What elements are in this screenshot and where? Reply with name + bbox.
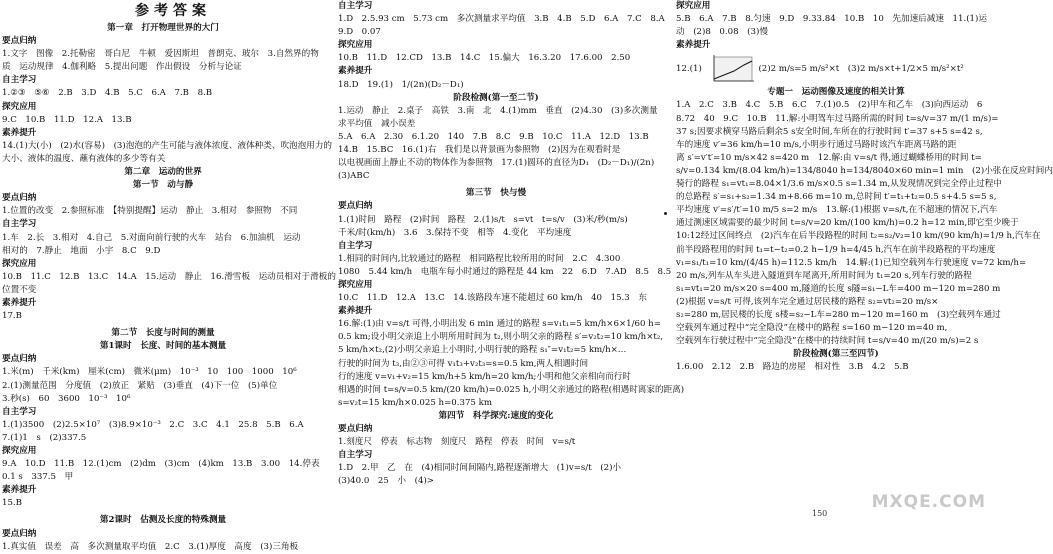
section-heading: 专题一 运动图像及速度的相关计算 bbox=[767, 87, 905, 98]
answer-column-2 bbox=[338, 0, 685, 518]
answer-line: 14.B 15.BC 16.(1)右 我们是以背景画为参照物 (2)因为在观看时是 bbox=[338, 145, 621, 156]
answer-line: 10.B 11.C 12.B 13.C 14.A 15.运动 静止 16.滑雪板 运动员相对于滑板的 bbox=[2, 271, 336, 282]
subsection-label: 自主学习 bbox=[338, 240, 373, 251]
answer-with-chart bbox=[676, 52, 996, 86]
answer-line: 1.真实值 误差 高 多次测量取平均值 2.C 3.(1)厚度 高度 (3)三角板 bbox=[2, 541, 299, 552]
answer-line: 1.运动 静止 2.桌子 高铁 3.南 北 4.(1)mm 垂直 (2)4.30 (3)多次测量 bbox=[338, 105, 658, 116]
page-title: 参考答案 bbox=[135, 3, 211, 19]
answer-column-3 bbox=[676, 0, 1053, 518]
section-heading: 阶段检测(第一至二节) bbox=[453, 92, 539, 103]
answer-line: 37 s;因要求横穿马路后剩余5 s安全时间,车所在的行驶时间 t′=37 s+5 s=42 s, bbox=[676, 126, 983, 137]
answer-line: 1.车 2.长 3.相对 4.自己 5.对面向前行驶的火车 站台 6.加油机 运动 bbox=[2, 232, 301, 243]
subsection-label: 自主学习 bbox=[2, 75, 37, 86]
answer-line: 通过测速区域需要的最少时间 t=s/v=20 km/(100 km/h)=0.2 h=12 min,即它至少晚于 bbox=[676, 218, 1019, 229]
answer-line: 14.(1)大(小) (2)水(容易) (3)泡泡的产生可能与液体浓度、液体种类、吹泡泡用力的 bbox=[2, 140, 333, 151]
answer-line: 0.1 s 337.5 甲 bbox=[2, 472, 74, 483]
answer-line: 质 运动规律 4.伽利略 5.提出问题 作出假设 分析与论证 bbox=[2, 62, 242, 73]
answer-column-1 bbox=[2, 0, 336, 552]
answer-line: 1080 5.44 km/h 电瓶车每小时通过的路程是 44 km 22 6.D 7.AD 8.5 8.5 bbox=[338, 266, 672, 277]
answer-line: 8.72 40 9.C 10.B 11.解:小明驾车过马路所需的时间 t=s/v=37 m/(1 m/s)= bbox=[676, 113, 999, 124]
subsection-label: 探究应用 bbox=[2, 258, 37, 269]
subsection-label: 素养提升 bbox=[2, 297, 37, 308]
answer-line: 离 s′=v′t′=10 m/s×42 s=420 m 12.解:由 v=s/t 得,通过蝴蝶桥用的时间 t= bbox=[676, 152, 982, 163]
answer-line: s/v=0.134 km/(8.04 km/h)=134/8040 h=134/8040×60 min=1 min (2)小张在反应时间内 bbox=[676, 165, 1053, 176]
answer-line: 1.位置的改变 2.参照标准 【特别提醒】运动 静止 3.相对 参照物 不同 bbox=[2, 206, 298, 217]
subsection-label: 自主学习 bbox=[338, 450, 373, 461]
chart-frame bbox=[714, 57, 752, 81]
answer-line: 空载列车通过程中“完全隐没”在楼中的路程 s=160 m−120 m=40 m, bbox=[676, 323, 948, 334]
answer-text: (2)2 m/s=5 m/s²×t (3)2 m/s×t+1/2×5 m/s²×t² bbox=[758, 63, 964, 74]
section-heading: 第一节 动与静 bbox=[132, 180, 194, 191]
answer-line: 9.A 10.D 11.B 12.(1)cm (2)dm (3)cm (4)km 13.B 3.00 14.停表 bbox=[2, 459, 320, 470]
answer-line: 相遇的时间 t=s/v=0.5 km/(20 km/h)=0.025 h,小明父亲通过的路程(相遇时离家的距离) bbox=[338, 384, 685, 395]
answer-line: 2.(1)测量范围 分度值 (2)放正 紧贴 (3)垂直 (4)下一位 (5)单位 bbox=[2, 380, 278, 391]
answer-line: s₂=280 m,居民楼的长度 s楼=s₂−L车=280 m−120 m=160 m (3)空载列车通过 bbox=[676, 309, 1001, 320]
answer-line: 1.D 2.甲 乙 在 (4)相同时间间隔内,路程逐渐增大 (1)v=s/t (2)小 bbox=[338, 463, 622, 474]
answer-line: 18.D 19.(1) 1/(2n)(D₂－D₁) bbox=[338, 79, 464, 90]
subsection-label: 探究应用 bbox=[2, 446, 37, 456]
answer-line: (2)根据 v=s/t 可得,该列车完全通过居民楼的路程 s₂=vt₂=20 m/s× bbox=[676, 296, 939, 307]
section-heading: 第三节 快与慢 bbox=[465, 188, 527, 199]
answer-line: 大小、液体的温度、蘸有液体的多少等有关 bbox=[2, 153, 166, 164]
section-heading: 第2课时 估测及长度的特殊测量 bbox=[99, 515, 227, 526]
answer-line: 以电视画面上静止不动的物体作为参照物 17.(1)圆环的直径为D₁ (D₂－D₁)/(2n) bbox=[338, 158, 655, 169]
subsection-label: 探究应用 bbox=[338, 40, 373, 51]
answer-line: 3.秒(s) 60 3600 10⁻³ 10⁶ bbox=[2, 393, 131, 404]
page-number: 150 bbox=[812, 509, 828, 518]
answer-line: 15.B bbox=[2, 498, 22, 509]
subsection-label: 探究应用 bbox=[338, 279, 373, 290]
subsection-label: 自主学习 bbox=[2, 406, 37, 417]
subsection-label: 要点归纳 bbox=[2, 193, 37, 204]
answer-line: 9.C 10.B 11.D 12.A 13.B bbox=[2, 114, 132, 125]
section-heading: 第二章 运动的世界 bbox=[124, 167, 202, 178]
subsection-label: 探究应用 bbox=[676, 1, 711, 11]
subsection-label: 要点归纳 bbox=[2, 354, 37, 365]
answer-line: s₁=vt₁=20 m/s×20 s=400 m,隧道的长度 s隧=s₁−L车=400 m−120 m=280 m bbox=[676, 283, 1001, 294]
answer-line: (3)40.0 25 小 (4)> bbox=[338, 476, 434, 487]
answer-text: 12.(1) bbox=[676, 63, 711, 74]
answer-line: 骑行的路程 s₁=vt₁=8.04×1/3.6 m/s×0.5 s=1.34 m,从发现情况到完全停止过程中 bbox=[676, 179, 1002, 190]
subsection-label: 要点归纳 bbox=[2, 36, 37, 47]
subsection-label: 要点归纳 bbox=[338, 424, 373, 434]
subsection-label: 探究应用 bbox=[2, 101, 37, 112]
section-heading: 第四节 科学探究:速度的变化 bbox=[438, 410, 554, 421]
answer-line: 动 (2)8 0.08 (3)慢 bbox=[676, 27, 768, 38]
subsection-label: 自主学习 bbox=[338, 1, 373, 11]
section-heading: 第二节 长度与时间的测量 bbox=[111, 328, 215, 339]
section-heading: 阶段检测(第三至四节) bbox=[793, 349, 879, 360]
answer-line: 10.B 11.D 12.CD 13.B 14.C 15.偏大 16.3.20 17.6.00 2.50 bbox=[338, 53, 631, 64]
answer-line: 1.(1)时间 路程 (2)时间 路程 2.(1)s/t s=vt t=s/v (3)米/秒(m/s) bbox=[338, 214, 628, 225]
answer-line: 16.解:(1)由 v=s/t 可得,小明出发 6 min 通过的路程 s=v₁t₁=5 km/h×6×1/60 h= bbox=[338, 319, 661, 330]
subsection-label: 素养提升 bbox=[338, 66, 373, 77]
answer-line: 5.B 6.A 7.B 8.匀速 9.D 9.33.84 10.B 10 先加速后减速 11.(1)运 bbox=[676, 14, 987, 25]
answer-line: 行的速度 v=v₁+v₂=15 km/h+5 km/h=20 km/h;小明和他父亲相向而行时 bbox=[338, 371, 631, 382]
answer-line: 17.B bbox=[2, 311, 22, 322]
answer-line: 车的速度 v′=36 km/h=10 m/s,小明步行通过马路时该汽车距离马路的距 bbox=[676, 139, 957, 150]
answer-line: 5 km/h×t₂,(2)小明父亲追上小明时,小明行驶的路程 s₁″=v₁t₂=5 km/h×… bbox=[338, 345, 627, 356]
subsection-label: 素养提升 bbox=[2, 127, 37, 138]
subsection-label: 素养提升 bbox=[2, 485, 37, 496]
answer-line: 5.A 6.A 2.30 6.1.20 140 7.B 8.C 9.B 10.C 11.A 12.D 13.B bbox=[338, 131, 649, 142]
answer-line: 1.文字 图像 2.托勒密 哥白尼 牛顿 爱因斯坦 普朗克、玻尔 3.自然界的物 bbox=[2, 49, 319, 60]
answer-line: 7.(1)1 s (2)337.5 bbox=[2, 432, 87, 443]
section-heading: 第1课时 长度、时间的基本测量 bbox=[99, 341, 227, 352]
answer-line: 1.米(m) 千米(km) 厘米(cm) 微米(μm) 10⁻³ 10 100 1000 10⁶ bbox=[2, 367, 297, 378]
subsection-label: 素养提升 bbox=[338, 306, 373, 317]
answer-line: 1.6.00 2.12 2.B 路边的房屋 相对性 3.B 4.2 5.B bbox=[676, 362, 909, 373]
velocity-time-sketch bbox=[710, 53, 758, 85]
answer-line: 10.C 11.D 12.A 13.C 14.该路段车速不能超过 60 km/h 40 15.3 东 bbox=[338, 293, 647, 304]
answer-line: 平均速度 v′=s′/t′=10 m/5 s=2 m/s 13.解:(1)根据 v=s/t,在不超速的情况下,汽车 bbox=[676, 205, 998, 216]
subsection-label: 要点归纳 bbox=[2, 528, 37, 539]
answer-line: 相对的 7.静止 地面 小宇 8.C 9.D bbox=[2, 245, 161, 256]
answer-line: 1.刻度尺 停表 标志物 刻度尺 路程 停表 时间 v=s/t bbox=[338, 437, 576, 448]
answer-line: 20 m/s,列车从车头进入隧道到车尾离开,所用时间为 t₁=20 s,列车行驶的路程 bbox=[676, 270, 972, 281]
section-heading: 第一章 打开物理世界的大门 bbox=[107, 23, 219, 33]
answer-line: 1.(1)3500 (2)2.5×10⁷ (3)8.9×10⁻³ 2.C 3.C 4.1 25.8 5.B 6.A bbox=[2, 419, 304, 430]
answer-line: 的总路程 s′=s₁+s₂=1.34 m+8.66 m=10 m,总时间 t′=t₁+t₂=0.5 s+4.5 s=5 s, bbox=[676, 192, 997, 203]
answer-line: 10:12经过区间终点 (2)汽车在后半段路程的时间 t₂=s₂/v₂=10 km/(90 km/h)=1/9 h,汽车在 bbox=[676, 231, 1041, 242]
answer-line: 前半段路程用的时间 t₁=t−t₂=0.2 h−1/9 h=4/45 h,汽车在前半段路程的平均速度 bbox=[676, 244, 996, 255]
answer-line: 求平均值 减小误差 bbox=[338, 118, 416, 129]
answer-line: v₁=s₁/t₁=10 km/(4/45 h)=112.5 km/h 14.解:(1)已知空载列车行驶速度 v=72 km/h= bbox=[676, 257, 1027, 268]
bullet-dot bbox=[664, 212, 667, 215]
answer-line: 1.D 2.5.93 cm 5.73 cm 多次测量求平均值 3.B 4.B 5.D 6.A 7.C 8.A bbox=[338, 14, 665, 25]
subsection-label: 素养提升 bbox=[676, 40, 711, 51]
watermark: MXQE.COM bbox=[871, 492, 986, 512]
subsection-label: 要点归纳 bbox=[338, 201, 373, 212]
subsection-label: 自主学习 bbox=[2, 219, 37, 230]
answer-line: 行驶的时间为 t₃,由②③可得 v₁t₃+v₂t₃=s=0.5 km,两人相遇时间 bbox=[338, 358, 589, 369]
answer-line: 位置不变 bbox=[2, 284, 37, 295]
answer-line: s=v₂t=15 km/h×0.025 h=0.375 km bbox=[338, 397, 492, 408]
answer-line: 1.相同的时间内,比较通过的路程 相同路程比较所用的时间 2.C 4.300 bbox=[338, 253, 621, 264]
answer-line: 1.A 2.C 3.B 4.C 5.B 6.C 7.(1)0.5 (2)甲车和乙车 (3)向西运动 6 bbox=[676, 100, 983, 111]
answer-line: 空载列车行驶过程中“完全隐没”在楼中的持续时间 t=s/v=40 m/(20 m/s)=2 s bbox=[676, 336, 979, 347]
answer-line: 1.②③ ⑤⑥ 2.B 3.D 4.B 5.C 6.A 7.B 8.B bbox=[2, 88, 213, 99]
answer-line: 0.5 km;设小明父亲追上小明所用时间为 t₂,则小明父亲的路程 s′=v₂t₂=10 km/h×t₂, bbox=[338, 332, 664, 343]
answer-line: 9.D 0.07 bbox=[338, 27, 381, 38]
answer-line: 千米/时(km/h) 3.6 3.保持不变 相等 4.变化 平均速度 bbox=[338, 227, 572, 238]
answer-line: (3)ABC bbox=[338, 171, 370, 182]
